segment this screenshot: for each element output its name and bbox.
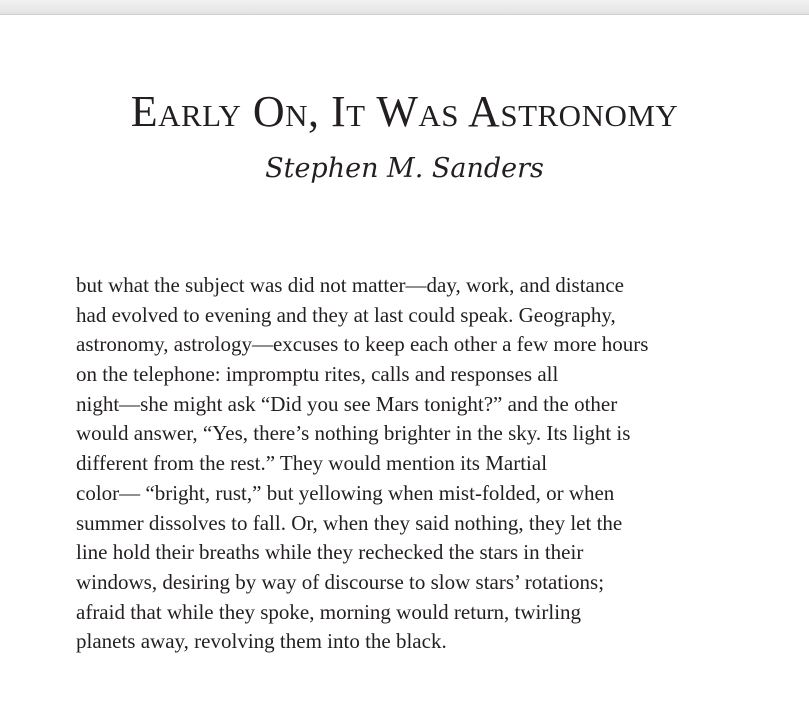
window-top-edge <box>0 0 809 15</box>
poem-title: Early On, It Was Astronomy <box>130 87 679 136</box>
poem-line: would answer, “Yes, there’s nothing brighter in the sky. Its light is <box>76 421 631 446</box>
poem-line: had evolved to evening and they at last could speak. Geography, <box>76 302 616 327</box>
poem-line: on the telephone: impromptu rites, calls and responses all <box>76 362 559 387</box>
poem-line: windows, desiring by way of discourse to slow stars’ rotations; <box>76 569 605 594</box>
poem-line: night—she might ask “Did you see Mars tonight?” and the other <box>76 391 618 416</box>
poem-line: afraid that while they spoke, morning would return, twirling <box>76 599 582 624</box>
poem-body <box>76 271 776 657</box>
poem-author: Stephen M. Sanders <box>265 153 544 184</box>
poem-line: planets away, revolving them into the black. <box>76 629 447 654</box>
poem-line: astronomy, astrology—excuses to keep each other a few more hours <box>76 332 649 357</box>
poem-line: line hold their breaths while they rechecked the stars in their <box>76 540 584 565</box>
poem-line: color— “bright, rust,” but yellowing when mist-folded, or when <box>76 480 615 505</box>
poem-line: different from the rest.” They would mention its Martial <box>76 451 548 476</box>
poem-line: but what the subject was did not matter—day, work, and distance <box>76 273 624 297</box>
poem-line: summer dissolves to fall. Or, when they said nothing, they let the <box>76 510 623 535</box>
